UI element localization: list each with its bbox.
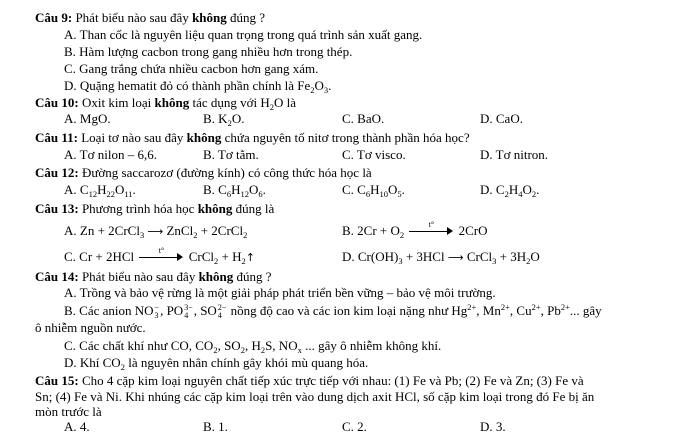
question-15-line-3: mòn trước là — [35, 404, 102, 419]
option-c: C. 2. — [342, 419, 367, 434]
option-b: B. $C_6H_{12}O_6$. — [203, 182, 266, 199]
question-number: Câu 15: — [35, 373, 79, 388]
option-b: B. $2Cr + O_2$ t° 2CrO — [342, 220, 488, 240]
option-d: D. 3. — [480, 419, 506, 434]
reaction-arrow-icon: t° — [139, 252, 183, 262]
option-b: B. 1. — [203, 419, 228, 434]
question-12-stem: Câu 12: Đường saccarozơ (đường kính) có công thức hóa học là — [35, 165, 372, 180]
option-c: C. Cr + 2HCl t° CrCl$_2$ + $H_2↑$ — [64, 246, 255, 266]
question-15-line-2: Sn; (4) Fe và Ni. Khi nhúng các cặp kim loại trên vào dung dịch axit HCl, số cặp kim loại trong đó Fe bị ăn — [35, 389, 595, 404]
option-b-continued: ô nhiễm nguồn nước. — [35, 320, 146, 335]
question-13-stem: Câu 13: Phương trình hóa học không đúng là — [35, 201, 275, 216]
option-c: C. Gang trắng chứa nhiều cacbon hơn gang xám. — [64, 61, 319, 76]
option-a: A. Tơ nilon – 6,6. — [64, 147, 157, 162]
question-15-stem: Câu 15: Cho 4 cặp kim loại nguyên chất tiếp xúc trực tiếp với nhau: (1) Fe và Pb; (2) Fe và Zn; (3) Fe và — [35, 373, 584, 388]
option-b: B. Hàm lượng cacbon trong gang nhiều hơn trong thép. — [64, 44, 353, 59]
reaction-arrow-icon: t° — [409, 226, 453, 236]
question-14-stem: Câu 14: Phát biểu nào sau đây không đúng ? — [35, 269, 272, 284]
question-9-stem: Câu 9: Phát biểu nào sau đây không đúng ? — [35, 10, 266, 25]
option-b: B. Các anion NO − 3 , PO 3− 4 , SO 2− 4 nồng độ cao và các ion kim loại nặng như $Hg^{2+}$, $Mn^{2+}$, $Cu^{2+}$, $Pb^{2+}$... gây — [64, 302, 602, 320]
question-10-stem: Câu 10: Oxit kim loại không tác dụng với $H_2O$ là — [35, 95, 297, 112]
option-a: A. Trồng và bảo vệ rừng là một giải pháp phát triển bền vững – bảo vệ môi trường. — [64, 285, 496, 300]
question-number: Câu 12: — [35, 165, 79, 180]
option-d: D. Quặng hematit đỏ có thành phần chính là $Fe_2O_3$. — [64, 78, 332, 95]
question-number: Câu 13: — [35, 201, 79, 216]
option-d: D. $Cr(OH)_3 + 3HCl$ ⟶ CrCl$_3$ + $3H_2O$ — [342, 249, 540, 266]
option-a: A. MgO. — [64, 111, 111, 126]
option-d: D. Khí $CO_2$ là nguyên nhân chính gây khói mù quang hóa. — [64, 355, 369, 372]
option-c: C. Các chất khí như CO, $CO_2$, $SO_2$, $H_2S$, $NO_x$ ... gây ô nhiễm không khí. — [64, 338, 442, 355]
option-c: C. BaO. — [342, 111, 385, 126]
option-d: D. Tơ nitron. — [480, 147, 549, 162]
option-a: A. Than cốc là nguyên liệu quan trọng trong quá trình sản xuất gang. — [64, 27, 423, 42]
option-b: B. $K_2O$. — [203, 111, 245, 128]
question-number: Câu 9: — [35, 10, 73, 25]
option-b: B. Tơ tằm. — [203, 147, 259, 162]
option-c: C. Tơ visco. — [342, 147, 406, 162]
question-number: Câu 11: — [35, 130, 78, 145]
option-a: A. 4. — [64, 419, 90, 434]
option-a: A. $C_{12}H_{22}O_{11}$. — [64, 182, 136, 199]
option-d: D. $C_2H_4O_2$. — [480, 182, 540, 199]
question-number: Câu 14: — [35, 269, 79, 284]
option-c: C. $C_6H_{10}O_5$. — [342, 182, 405, 199]
question-number: Câu 10: — [35, 95, 79, 110]
question-11-stem: Câu 11: Loại tơ nào sau đây không chứa nguyên tố nitơ trong thành phần hóa học? — [35, 130, 470, 145]
option-d: D. CaO. — [480, 111, 523, 126]
option-a: A. Zn + 2CrCl$_3$ ⟶ ZnCl$_2$ + 2CrCl$_2$ — [64, 223, 248, 240]
